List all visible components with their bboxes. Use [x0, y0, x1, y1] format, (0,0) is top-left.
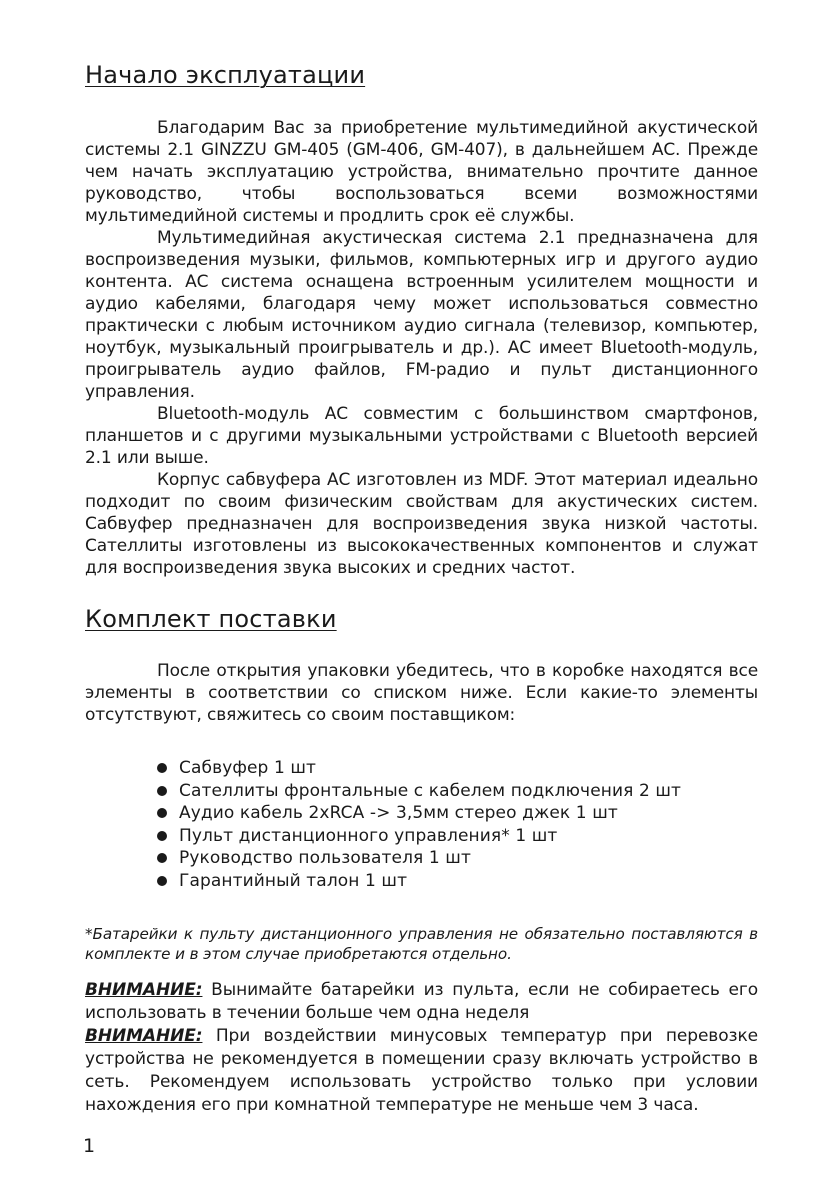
- warning-temperature: [85, 1025, 758, 1117]
- list-item-label: Сабвуфер 1 шт: [179, 758, 317, 778]
- paragraph-package-intro: После открытия упаковки убедитесь, что в коробке находятся все элементы в соответствии со списком ниже. Если какие-то элементы отсутствуют, свяжитесь со своим поставщиком:: [85, 661, 758, 725]
- bullet-icon: [157, 808, 167, 818]
- list-item-label: Аудио кабель 2xRCA -> 3,5мм стерео джек 1 шт: [179, 803, 618, 823]
- paragraph-intro: Благодарим Вас за приобретение мультимедийной акустической системы 2.1 GINZZU GM-405 (GM-406, GM-407), в дальнейшем АС. Прежде чем начать эксплуатацию устройства, внимательно прочтите данное руководство, чтобы воспользоваться всеми возможностями мультимедийной системы и продлить срок её службы.: [85, 118, 758, 226]
- bullet-icon: [157, 831, 167, 841]
- warning-label: ВНИМАНИЕ:: [85, 1026, 203, 1047]
- document-page: [85, 58, 758, 1117]
- list-item: [157, 757, 758, 780]
- bullet-icon: [157, 786, 167, 796]
- bullet-icon: [157, 876, 167, 886]
- list-item-label: Руководство пользователя 1 шт: [179, 848, 471, 868]
- warning-batteries: [85, 979, 758, 1025]
- bullet-icon: [157, 763, 167, 773]
- list-item: [157, 780, 758, 803]
- package-list: [85, 757, 758, 892]
- paragraph-housing: Корпус сабвуфера АС изготовлен из MDF. Этот материал идеально подходит по своим физическим свойствам для акустических систем. Сабвуфер предназначен для воспроизведения звука низкой частоты. Сателлиты изготовлены из высококачественных компонентов и служат для воспроизведения звука высоких и средних частот.: [85, 470, 758, 578]
- paragraph-purpose: Мультимедийная акустическая система 2.1 предназначена для воспроизведения музыки, фильмов, компьютерных игр и другого аудио контента. АС система оснащена встроенным усилителем мощности и аудио кабелями, благодаря чему может использоваться совместно практически с любым источником аудио сигнала (телевизор, компьютер, ноутбук, музыкальный проигрыватель и др.). АС имеет Bluetooth-модуль, проигрыватель аудио файлов, FM-радио и пульт дистанционного управления.: [85, 228, 758, 402]
- list-item-label: Гарантийный талон 1 шт: [179, 870, 408, 891]
- footnote-batteries: *Батарейки к пульту дистанционного управления не обязательно поставляются в комплекте и в этом случае приобретаются отдельно.: [85, 925, 758, 963]
- paragraph-bluetooth: Bluetooth-модуль АС совместим с большинством смартфонов, планшетов и с другими музыкальными устройствами с Bluetooth версией 2.1 или выше.: [85, 404, 758, 468]
- list-item: [157, 847, 758, 870]
- warning-text: Вынимайте батарейки из пульта, если не собираетесь его использовать в течении больше чем одна неделя: [85, 980, 758, 1024]
- section-title-getting-started: Начало эксплуатации: [85, 61, 366, 89]
- list-item: [157, 825, 758, 848]
- list-item-label: Пульт дистанционного управления* 1 шт: [179, 825, 558, 846]
- list-item: [157, 802, 758, 825]
- bullet-icon: [157, 853, 167, 863]
- warning-label: ВНИМАНИЕ:: [85, 980, 203, 1001]
- list-item: [157, 870, 758, 893]
- list-item-label: Сателлиты фронтальные с кабелем подключения 2 шт: [179, 780, 682, 801]
- warning-text: При воздействии минусовых температур при перевозке устройства не рекомендуется в помещении сразу включать устройство в сеть. Рекомендуем использовать устройство только при условии нахождения его при комнатной температуре не меньше чем 3 часа.: [85, 1026, 758, 1116]
- section-title-package-contents: Комплект поставки: [85, 605, 337, 633]
- page-number: 1: [83, 1135, 96, 1157]
